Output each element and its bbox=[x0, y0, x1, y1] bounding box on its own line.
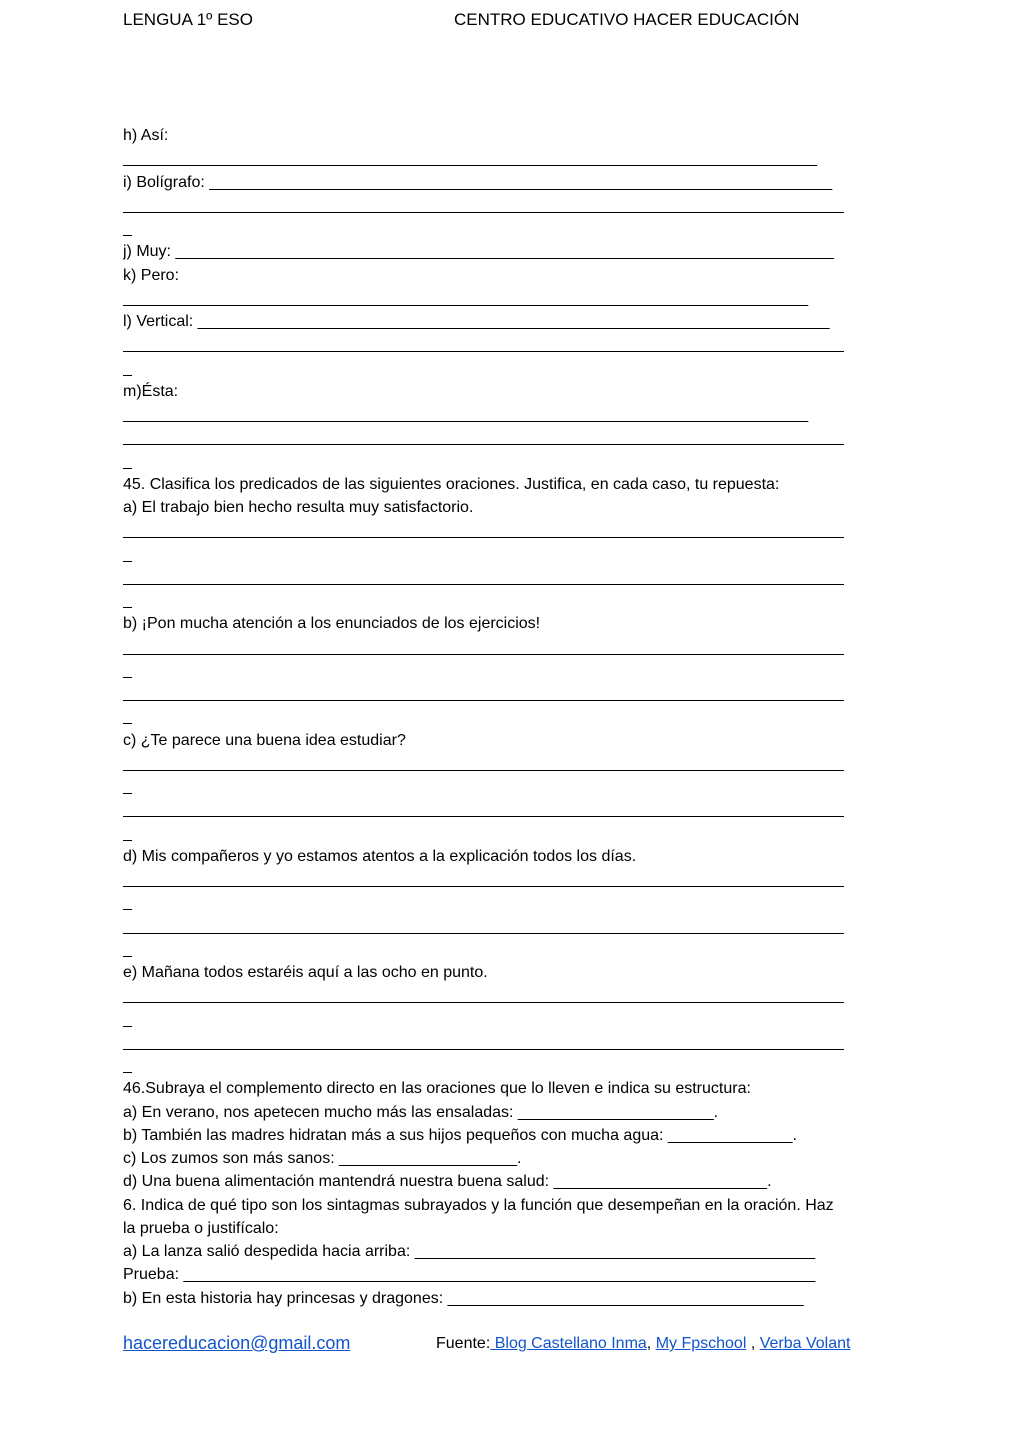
answer-line: _________________________________________________________________________________ bbox=[123, 522, 844, 540]
answer-line: _ bbox=[123, 220, 132, 237]
answer-line: _________________________________________________________________________________ bbox=[123, 638, 844, 656]
source-link-my-fpschool[interactable]: My Fpschool bbox=[655, 1335, 747, 1352]
source-separator: , bbox=[646, 1335, 656, 1352]
worksheet-text-line: i) Bolígrafo: ______________________________________________________________________ bbox=[123, 173, 833, 191]
page-footer bbox=[123, 1333, 923, 1359]
sources-line bbox=[436, 1335, 850, 1353]
answer-line: _________________________________________________________________________________ bbox=[123, 987, 844, 1005]
answer-line: _ bbox=[123, 824, 132, 842]
answer-line: _ bbox=[123, 894, 132, 912]
worksheet-text-line: m)Ésta: bbox=[123, 382, 179, 400]
worksheet-text-line: a) En verano, nos apetecen mucho más las ensaladas: ______________________. bbox=[123, 1103, 719, 1121]
answer-line: _ bbox=[123, 592, 132, 609]
answer-line: _ bbox=[123, 359, 132, 377]
worksheet-text-line: j) Muy: __________________________________________________________________________ bbox=[123, 243, 834, 261]
worksheet-text-line: a) La lanza salió despedida hacia arriba: _____________________________________________ bbox=[123, 1243, 816, 1260]
worksheet-text-line: c) ¿Te parece una buena idea estudiar? bbox=[123, 731, 406, 749]
answer-line: _________________________________________________________________________________ bbox=[123, 568, 844, 586]
worksheet-text-line: 46.Subraya el complemento directo en las oraciones que lo lleven e indica su estructura: bbox=[123, 1080, 751, 1098]
worksheet-text-line: d) Mis compañeros y yo estamos atentos a la explicación todos los días. bbox=[123, 847, 637, 865]
answer-line: _________________________________________________________________________________ bbox=[123, 871, 844, 888]
answer-line: _________________________________________________________________________________ bbox=[123, 801, 844, 819]
answer-line: _ bbox=[123, 778, 132, 795]
answer-line: _ bbox=[123, 708, 132, 726]
answer-line: _________________________________________________________________________________ bbox=[123, 917, 844, 935]
worksheet-text-line: k) Pero: bbox=[123, 266, 180, 284]
worksheet-text-line: c) Los zumos son más sanos: ____________________. bbox=[123, 1150, 522, 1167]
answer-line: _ bbox=[123, 1057, 132, 1074]
answer-line: _ bbox=[123, 940, 132, 958]
header-subject: LENGUA 1º ESO bbox=[123, 10, 253, 29]
worksheet-text-line: b) ¡Pon mucha atención a los enunciados de los ejercicios! bbox=[123, 615, 541, 633]
header-school: CENTRO EDUCATIVO HACER EDUCACIÓN bbox=[454, 10, 800, 29]
answer-line: _____________________________________________________________________________ bbox=[123, 289, 809, 307]
source-link-verba-volant[interactable]: Verba Volant bbox=[759, 1335, 851, 1352]
worksheet-text-line: la prueba o justifícalo: bbox=[123, 1219, 279, 1237]
answer-line: _ bbox=[123, 661, 132, 679]
answer-line: _________________________________________________________________________________ bbox=[123, 685, 844, 702]
source-separator: , bbox=[746, 1335, 760, 1352]
answer-line: _________________________________________________________________________________ bbox=[123, 1033, 844, 1051]
source-label: Fuente: bbox=[436, 1335, 491, 1352]
answer-line: _ bbox=[123, 545, 132, 563]
answer-line: _ bbox=[123, 452, 132, 470]
worksheet-text-line: b) También las madres hidratan más a sus hijos pequeños con mucha agua: ______________. bbox=[123, 1126, 797, 1144]
answer-line: _________________________________________________________________________________ bbox=[123, 196, 844, 214]
worksheet-text-line: Prueba: _______________________________________________________________________ bbox=[123, 1266, 816, 1284]
answer-line: _________________________________________________________________________________ bbox=[123, 429, 844, 447]
email-link[interactable]: hacereducacion@gmail.com bbox=[123, 1333, 351, 1353]
answer-line: _ bbox=[123, 1010, 132, 1028]
answer-line: _________________________________________________________________________________ bbox=[123, 336, 844, 354]
answer-line: _____________________________________________________________________________ bbox=[123, 406, 809, 423]
worksheet-text-line: l) Vertical: _______________________________________________________________________ bbox=[123, 313, 830, 330]
worksheet-text-line: 45. Clasifica los predicados de las siguientes oraciones. Justifica, en cada caso, tu repuesta: bbox=[123, 475, 780, 493]
worksheet-text-line: a) El trabajo bien hecho resulta muy satisfactorio. bbox=[123, 499, 474, 516]
worksheet-text-line: h) Así: bbox=[123, 127, 169, 144]
worksheet-text-line: e) Mañana todos estaréis aquí a las ocho en punto. bbox=[123, 964, 488, 981]
answer-line: ______________________________________________________________________________ bbox=[123, 150, 818, 168]
worksheet-text-line: 6. Indica de qué tipo son los sintagmas subrayados y la función que desempeñan en la oración. Haz bbox=[123, 1196, 834, 1214]
worksheet-body bbox=[123, 124, 923, 1310]
answer-line: _________________________________________________________________________________ bbox=[123, 754, 844, 772]
worksheet-text-line: b) En esta historia hay princesas y dragones: ________________________________________ bbox=[123, 1289, 804, 1307]
source-link-blog-castellano[interactable]: Blog Castellano Inma bbox=[490, 1335, 647, 1352]
worksheet-text-line: d) Una buena alimentación mantendrá nuestra buena salud: ________________________. bbox=[123, 1173, 772, 1191]
